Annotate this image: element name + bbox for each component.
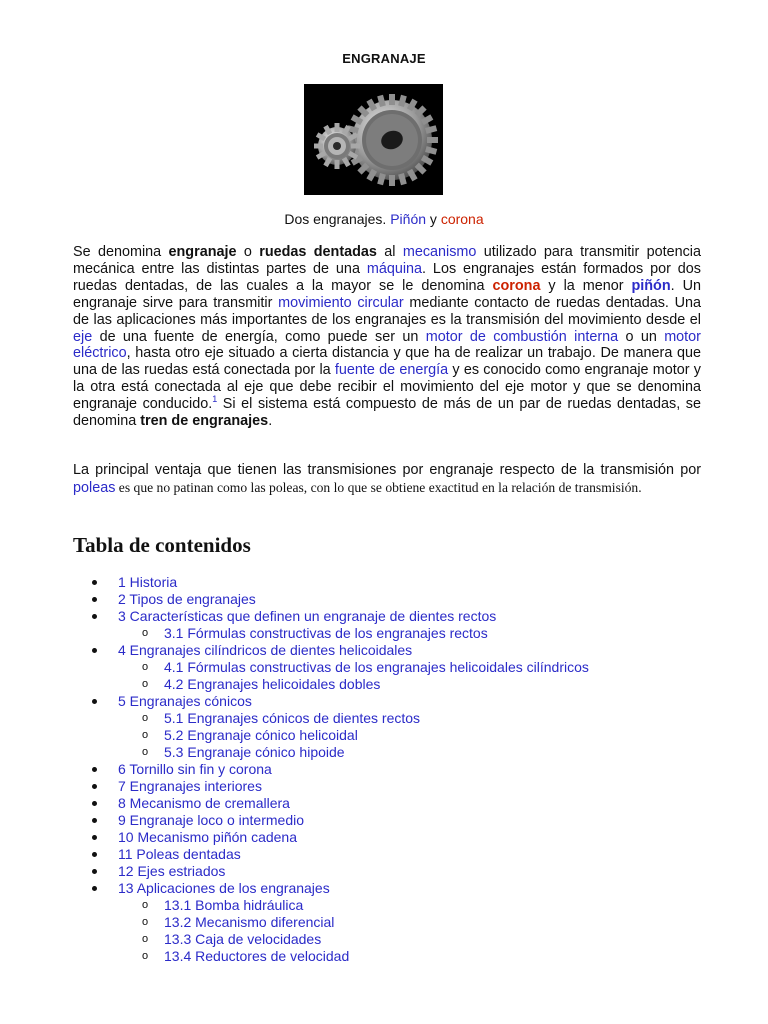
sub-bullet-icon: o bbox=[142, 627, 149, 639]
text: , hasta otro eje situado a cierta distancia y que ha de realizar un trabajo. De manera que una de las ruedas está conectada por la bbox=[73, 345, 701, 379]
fuente-energia-link[interactable]: fuente de energía bbox=[334, 362, 449, 379]
toc-item bbox=[0, 761, 768, 778]
eje-link[interactable]: eje bbox=[73, 328, 93, 345]
motor-combustion-link[interactable]: motor de combustión interna bbox=[425, 328, 619, 345]
toc-link[interactable]: 13.1 Bomba hidráulica bbox=[164, 897, 304, 913]
corona-term-link[interactable]: corona bbox=[492, 277, 541, 294]
sub-bullet-icon: o bbox=[142, 899, 149, 911]
toc-link[interactable]: 3.1 Fórmulas constructivas de los engranajes rectos bbox=[164, 625, 488, 641]
table-of-contents bbox=[0, 574, 768, 965]
toc-link[interactable]: 3 Características que definen un engranaje de dientes rectos bbox=[118, 608, 497, 624]
toc-item bbox=[0, 778, 768, 795]
poleas-link[interactable]: poleas bbox=[73, 480, 116, 496]
toc-item bbox=[0, 829, 768, 846]
toc-item bbox=[0, 693, 768, 710]
bullet-icon bbox=[92, 699, 97, 704]
text: Se denomina bbox=[73, 244, 169, 260]
toc-link[interactable]: 5.3 Engranaje cónico hipoide bbox=[164, 744, 345, 760]
toc-link[interactable]: 13.4 Reductores de velocidad bbox=[164, 948, 350, 964]
term-tren-engranajes: tren de engranajes bbox=[140, 413, 269, 430]
sub-bullet-icon: o bbox=[142, 950, 149, 962]
text: o bbox=[236, 244, 260, 260]
caption-text: Dos engranajes. bbox=[284, 211, 391, 227]
toc-link[interactable]: 5.2 Engranaje cónico helicoidal bbox=[164, 727, 358, 743]
toc-item bbox=[0, 710, 768, 727]
bullet-icon bbox=[92, 869, 97, 874]
toc-item bbox=[0, 795, 768, 812]
caption-conjunction: y bbox=[426, 211, 441, 227]
toc-item bbox=[0, 948, 768, 965]
toc-item bbox=[0, 642, 768, 659]
text: es que no patinan como las poleas, con lo que se obtiene exactitud en la relación de transmisión. bbox=[115, 480, 642, 495]
gears-illustration bbox=[304, 84, 443, 195]
movimiento-circular-link[interactable]: movimiento circular bbox=[278, 294, 404, 311]
text: Si el sistema está compuesto de más de un par de ruedas dentadas, se denomina bbox=[73, 396, 701, 430]
toc-heading: Tabla de contenidos bbox=[73, 533, 251, 557]
toc-item bbox=[0, 931, 768, 948]
toc-link[interactable]: 13.3 Caja de velocidades bbox=[164, 931, 322, 947]
toc-item bbox=[0, 897, 768, 914]
sub-bullet-icon: o bbox=[142, 916, 149, 928]
gears-image bbox=[304, 84, 443, 195]
sub-bullet-icon: o bbox=[142, 712, 149, 724]
intro-paragraph bbox=[73, 244, 701, 430]
toc-link[interactable]: 4.2 Engranajes helicoidales dobles bbox=[164, 676, 381, 692]
text: utilizado para transmitir potencia mecánica entre las distintas partes de una bbox=[73, 244, 701, 277]
toc-link[interactable]: 13.2 Mecanismo diferencial bbox=[164, 914, 335, 930]
toc-item bbox=[0, 659, 768, 676]
text: o un bbox=[618, 328, 665, 345]
pinon-link[interactable]: Piñón bbox=[390, 211, 427, 227]
toc-item bbox=[0, 846, 768, 863]
text: de una fuente de energía, como puede ser un bbox=[92, 328, 426, 345]
figure-caption bbox=[0, 211, 768, 227]
bullet-icon bbox=[92, 648, 97, 653]
bullet-icon bbox=[92, 614, 97, 619]
toc-link[interactable]: 13 Aplicaciones de los engranajes bbox=[118, 880, 330, 896]
sub-bullet-icon: o bbox=[142, 933, 149, 945]
toc-item bbox=[0, 574, 768, 591]
bullet-icon bbox=[92, 886, 97, 891]
bullet-icon bbox=[92, 767, 97, 772]
motor-electrico-link[interactable]: motor eléctrico bbox=[73, 328, 701, 362]
toc-item bbox=[0, 744, 768, 761]
toc-link[interactable]: 7 Engranajes interiores bbox=[118, 778, 262, 794]
bullet-icon bbox=[92, 801, 97, 806]
advantage-paragraph bbox=[73, 462, 701, 497]
text: y es conocido como engranaje motor y la otra está conectada al eje que debe recibir el movimiento del eje motor y que se denomina engranaje conducido. bbox=[73, 362, 701, 413]
toc-link[interactable]: 5.1 Engranajes cónicos de dientes rectos bbox=[164, 710, 421, 726]
footnote-ref[interactable]: 1 bbox=[212, 394, 218, 405]
toc-item bbox=[0, 676, 768, 693]
term-engranaje: engranaje bbox=[168, 244, 237, 260]
corona-link[interactable]: corona bbox=[440, 211, 484, 227]
toc-link[interactable]: 1 Historia bbox=[118, 574, 178, 590]
corona-gear bbox=[346, 94, 438, 186]
bullet-icon bbox=[92, 818, 97, 823]
text: y la menor bbox=[540, 277, 632, 294]
toc-item bbox=[0, 591, 768, 608]
bullet-icon bbox=[92, 580, 97, 585]
toc-link[interactable]: 8 Mecanismo de cremallera bbox=[118, 795, 290, 811]
bullet-icon bbox=[92, 835, 97, 840]
mecanismo-link[interactable]: mecanismo bbox=[402, 244, 477, 260]
toc-link[interactable]: 4 Engranajes cilíndricos de dientes helicoidales bbox=[118, 642, 413, 658]
toc-link[interactable]: 12 Ejes estriados bbox=[118, 863, 226, 879]
toc-item bbox=[0, 863, 768, 880]
text: al bbox=[376, 244, 403, 260]
page-title: ENGRANAJE bbox=[342, 51, 426, 66]
toc-link[interactable]: 4.1 Fórmulas constructivas de los engranajes helicoidales cilíndricos bbox=[164, 659, 589, 675]
bullet-icon bbox=[92, 784, 97, 789]
toc-item bbox=[0, 914, 768, 931]
toc-link[interactable]: 5 Engranajes cónicos bbox=[118, 693, 252, 709]
text: . Un engranaje sirve para transmitir bbox=[73, 277, 701, 311]
bullet-icon bbox=[92, 597, 97, 602]
toc-link[interactable]: 10 Mecanismo piñón cadena bbox=[118, 829, 298, 845]
sub-bullet-icon: o bbox=[142, 661, 149, 673]
toc-link[interactable]: 2 Tipos de engranajes bbox=[118, 591, 256, 607]
toc-item bbox=[0, 608, 768, 625]
toc-link[interactable]: 11 Poleas dentadas bbox=[118, 846, 241, 862]
maquina-link[interactable]: máquina bbox=[366, 260, 423, 277]
text: La principal ventaja que tienen las transmisiones por engranaje respecto de la transmisión por bbox=[73, 462, 701, 478]
pinon-term-link[interactable]: piñón bbox=[631, 277, 671, 294]
text: . Los engranajes están formados por dos ruedas dentadas, de las cuales a la mayor se le denomina bbox=[73, 260, 702, 294]
text: . bbox=[268, 413, 273, 430]
toc-item bbox=[0, 812, 768, 829]
toc-item bbox=[0, 727, 768, 744]
term-ruedas-dentadas: ruedas dentadas bbox=[259, 244, 377, 260]
bullet-icon bbox=[92, 852, 97, 857]
toc-link[interactable]: 6 Tornillo sin fin y corona bbox=[118, 761, 272, 777]
toc-item bbox=[0, 625, 768, 642]
text: mediante contacto de ruedas dentadas. Una de las aplicaciones más importantes de los engranajes es la transmisión del movimiento desde el bbox=[73, 294, 702, 328]
sub-bullet-icon: o bbox=[142, 678, 149, 690]
toc-item bbox=[0, 880, 768, 897]
toc-link[interactable]: 9 Engranaje loco o intermedio bbox=[118, 812, 305, 828]
sub-bullet-icon: o bbox=[142, 729, 149, 741]
sub-bullet-icon: o bbox=[142, 746, 149, 758]
